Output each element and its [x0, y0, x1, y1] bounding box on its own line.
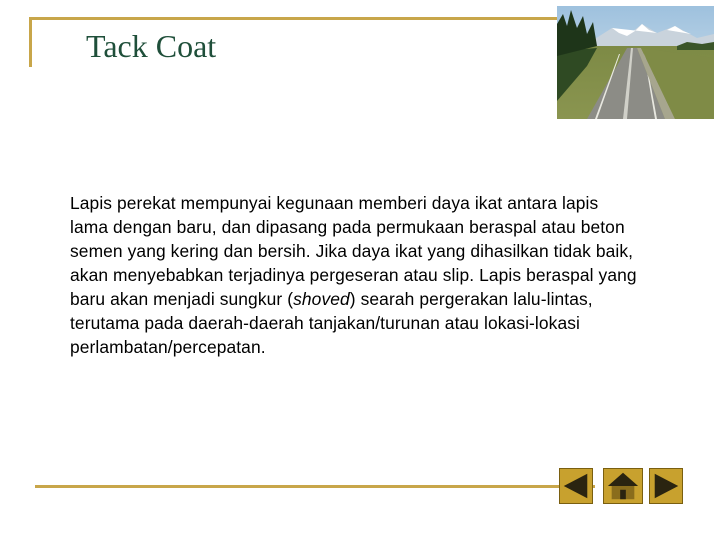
- body-text-italic-term: shoved: [293, 289, 350, 309]
- body-text-part-2: ) searah pergerakan lalu-lintas, terutama pada daerah-daerah tanjakan/turunan atau lokasi-lokasi perlambatan/percepatan.: [70, 289, 593, 357]
- home-icon: [604, 469, 642, 503]
- frame-top-rule: [29, 17, 574, 20]
- frame-left-accent: [29, 17, 32, 67]
- slide-title: Tack Coat: [86, 28, 217, 64]
- triangle-left-icon: [560, 469, 592, 503]
- slide-body: [70, 191, 640, 359]
- highway-photo: [557, 6, 714, 119]
- body-text-part-1: Lapis perekat mempunyai kegunaan memberi daya ikat antara lapis lama dengan baru, dan dipasang pada permukaan beraspal atau beton semen yang kering dan bersih. Jika daya ikat yang dihasilkan tidak baik, akan menyebabkan terjadinya pergeseran atau slip. Lapis beraspal yang baru akan menjadi sungkur (: [70, 193, 637, 309]
- frame-bottom-rule: [35, 485, 595, 488]
- home-button[interactable]: [603, 468, 643, 504]
- previous-slide-button[interactable]: [559, 468, 593, 504]
- triangle-right-icon: [650, 469, 682, 503]
- next-slide-button[interactable]: [649, 468, 683, 504]
